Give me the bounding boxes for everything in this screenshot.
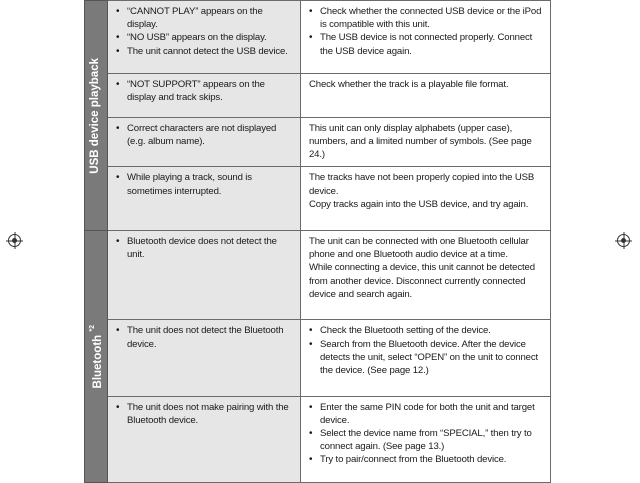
remedy-cell [301, 396, 551, 482]
symptom-cell [108, 167, 301, 231]
remedy-cell [301, 1, 551, 74]
list-item: • Bluetooth device does not detect the unit. [116, 235, 294, 261]
remedy-cell [301, 320, 551, 396]
list-item: • The USB device is not connected properly. Connect the USB device again. [309, 31, 544, 57]
troubleshooting-table [84, 0, 551, 483]
list-item: • “NO USB” appears on the display. [116, 31, 294, 44]
symptom-cell [108, 396, 301, 482]
remedy-text: Check whether the track is a playable file format. [309, 78, 509, 90]
registration-mark-icon [617, 234, 630, 247]
list-item: • “CANNOT PLAY” appears on the display. [116, 5, 294, 31]
section-usb [85, 1, 108, 231]
section-label-bluetooth [86, 325, 105, 388]
list-item: • The unit does not detect the Bluetooth device. [116, 324, 294, 350]
remedy-cell [301, 167, 551, 231]
table-row [85, 396, 551, 482]
remedy-text: The unit can be connected with one Bluetooth cellular phone and one Bluetooth audio device at a time. [309, 236, 529, 261]
symptom-cell [108, 1, 301, 74]
list-item: • Correct characters are not displayed (e.g. album name). [116, 122, 294, 148]
section-label-usb: USB device playback [89, 57, 102, 174]
remedy-text: Copy tracks again into the USB device, and try again. [309, 198, 529, 210]
table-row [85, 167, 551, 231]
list-item: • Check the Bluetooth setting of the device. [309, 324, 544, 337]
list-item: • Check whether the connected USB device or the iPod is compatible with this unit. [309, 5, 544, 31]
remedy-text: The tracks have not been properly copied into the USB device. [309, 172, 535, 197]
list-item: • The unit cannot detect the USB device. [116, 45, 294, 58]
footnote-mark: *2 [89, 324, 97, 332]
symptom-cell [108, 73, 301, 117]
list-item: • The unit does not make pairing with the Bluetooth device. [116, 401, 294, 427]
table-row [85, 117, 551, 167]
symptom-cell [108, 231, 301, 320]
section-bluetooth [85, 231, 108, 483]
list-item: • Search from the Bluetooth device. After the device detects the unit, select “OPEN” on the unit to connect the device. (See page 12.) [309, 338, 544, 378]
list-item: • Select the device name from “SPECIAL,” then try to connect again. (See page 13.) [309, 427, 544, 453]
list-item: • “NOT SUPPORT” appears on the display and track skips. [116, 78, 294, 104]
table-row [85, 231, 551, 320]
remedy-text: While connecting a device, this unit cannot be detected from another device. Disconnect currently connected device and search again. [309, 262, 535, 300]
table-row [85, 320, 551, 396]
section-label-text: Bluetooth [92, 334, 105, 389]
registration-mark-icon [8, 234, 21, 247]
list-item: • While playing a track, sound is sometimes interrupted. [116, 171, 294, 197]
remedy-cell [301, 231, 551, 320]
remedy-cell [301, 117, 551, 167]
remedy-cell [301, 73, 551, 117]
list-item: • Try to pair/connect from the Bluetooth device. [309, 453, 544, 466]
symptom-cell [108, 320, 301, 396]
symptom-cell [108, 117, 301, 167]
remedy-text: This unit can only display alphabets (upper case), numbers, and a limited number of symbols. (See page 24.) [309, 122, 532, 161]
table-row [85, 1, 551, 74]
list-item: • Enter the same PIN code for both the unit and target device. [309, 401, 544, 427]
table-row [85, 73, 551, 117]
